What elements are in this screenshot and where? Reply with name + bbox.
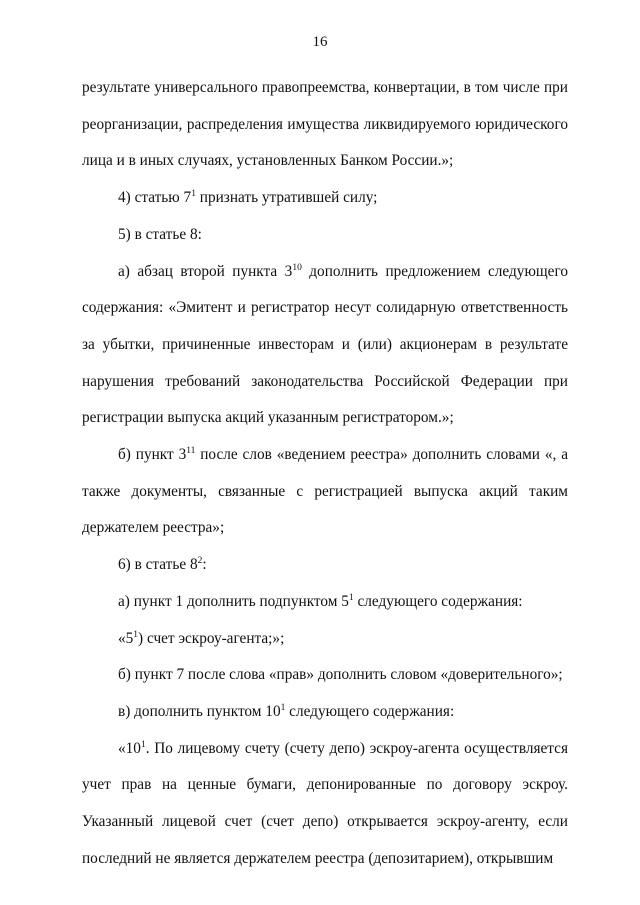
paragraph-text: 4) статью 7 — [118, 189, 192, 207]
superscript: 10 — [292, 262, 302, 273]
paragraph-text: дополнить предложением следующего содержания: «Эмитент и регистратор несут солидарную ответственность за убытки, причиненные инвесторам и (или) акционерам в результате нарушения требований законодательства Российской Федерации при регистрации выпуска акций указанным регистратором.»; — [82, 262, 568, 427]
paragraph — [82, 70, 568, 180]
paragraph-text: : — [202, 556, 207, 574]
paragraph-text: следующего содержания: — [285, 702, 455, 720]
superscript: 1 — [140, 739, 146, 750]
superscript: 11 — [186, 446, 196, 457]
paragraph-text: признать утратившей силу; — [195, 189, 378, 207]
superscript: 1 — [133, 629, 139, 640]
superscript: 1 — [280, 702, 286, 713]
paragraph — [82, 217, 568, 254]
superscript: 1 — [348, 592, 354, 603]
paragraph-text: ) счет эскроу-агента;»; — [138, 629, 285, 647]
paragraph — [82, 547, 568, 584]
paragraph-text: а) пункт 1 дополнить подпунктом 5 — [118, 592, 349, 610]
paragraph-text: результате универсального правопреемства, конвертации, в том числе при реорганизации, распределения имущества ликвидируемого юридического лица и в иных случаях, установленных Банком России.»; — [82, 79, 568, 170]
paragraph — [82, 694, 568, 731]
superscript: 2 — [197, 556, 203, 567]
paragraph — [82, 621, 568, 658]
page-number: 16 — [312, 34, 328, 50]
paragraph-text: . По лицевому счету (счету депо) эскроу-агента осуществляется учет прав на ценные бумаги, депонированные по договору эскроу. Указанный лицевой счет (счет депо) открывается эскроу-агенту, если последний не является держателем реестра (депозитарием), открывшим — [82, 739, 568, 867]
paragraph — [82, 657, 568, 694]
paragraph-text: следующего содержания: — [353, 592, 523, 610]
paragraph-text: 6) в статье 8 — [118, 556, 198, 574]
superscript: 1 — [191, 189, 196, 200]
paragraph-text: б) пункт 7 после слова «прав» дополнить словом «доверительного»; — [118, 666, 563, 684]
paragraph-text: после слов «ведением реестра» дополнить словами «, а также документы, связанные с регистрацией выпуска акций таким держателем реестра»; — [82, 446, 568, 537]
paragraph — [82, 254, 568, 438]
paragraph — [82, 437, 568, 547]
paragraph-text: 5) в статье 8: — [118, 225, 202, 243]
paragraph-text: в) дополнить пунктом 10 — [118, 702, 281, 720]
paragraph-text: «5 — [118, 629, 134, 647]
paragraph — [82, 731, 568, 878]
paragraph — [82, 584, 568, 621]
document-body — [82, 70, 568, 877]
paragraph-text: а) абзац второй пункта 3 — [118, 262, 293, 280]
paragraph-text: «10 — [118, 739, 141, 757]
paragraph-text: б) пункт 3 — [118, 446, 187, 464]
paragraph — [82, 180, 568, 217]
